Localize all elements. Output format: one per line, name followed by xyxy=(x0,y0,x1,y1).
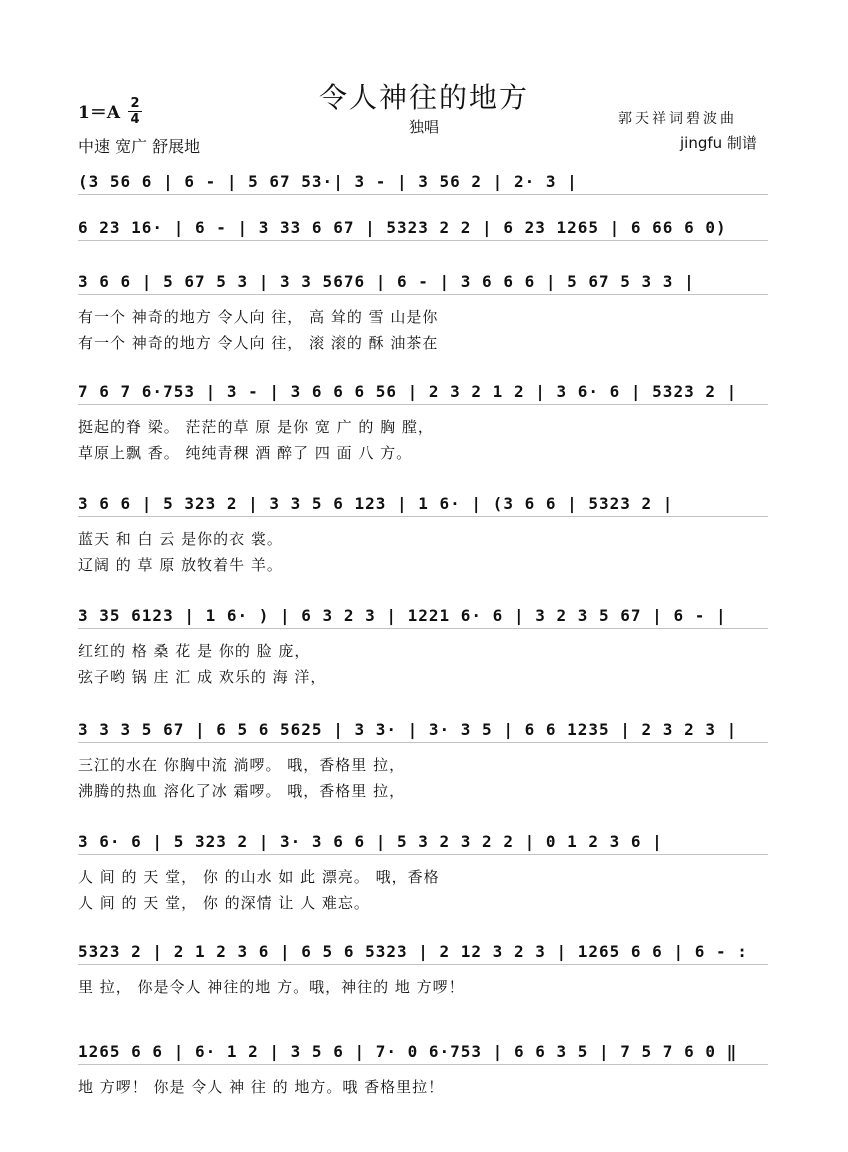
beam-line xyxy=(78,404,768,405)
lyric-line: 人 间 的 天 堂， 你 的深情 让 人 难忘。 xyxy=(78,894,370,912)
lyric-line: 沸腾的热血 溶化了冰 霜啰。 哦，香格里 拉， xyxy=(78,782,406,800)
notes-line: 5323 2 | 2 1 2 3 6 | 6 5 6 5323 | 2 12 3 2 3 | 1265 6 6 | 6 - : xyxy=(78,942,748,961)
lyric-line: 人 间 的 天 堂， 你 的山水 如 此 漂亮。 哦，香格 xyxy=(78,868,440,886)
lyric-line: 蓝天 和 白 云 是你的衣 裳。 xyxy=(78,530,283,548)
lyric-line: 三江的水在 你胸中流 淌啰。 哦，香格里 拉， xyxy=(78,756,406,774)
staff-row xyxy=(78,272,798,382)
beam-line xyxy=(78,516,768,517)
beam-line xyxy=(78,294,768,295)
beam-line xyxy=(78,194,768,195)
beam-line xyxy=(78,742,768,743)
staff-row xyxy=(78,1042,798,1152)
notes-line: 3 3 3 5 67 | 6 5 6 5625 | 3 3· | 3· 3 5 | 6 6 1235 | 2 3 2 3 | xyxy=(78,720,738,739)
staff-row xyxy=(78,382,798,492)
staff-row xyxy=(78,720,798,830)
staff-row xyxy=(78,832,798,942)
beam-line xyxy=(78,240,768,241)
lyric-line: 挺起的脊 梁。 茫茫的草 原 是你 宽 广 的 胸 膛， xyxy=(78,418,434,436)
lyric-line: 地 方啰！ 你是 令人 神 往 的 地方。哦 香格里拉！ xyxy=(78,1078,445,1096)
notes-line: 3 6· 6 | 5 323 2 | 3· 3 6 6 | 5 3 2 3 2 2 | 0 1 2 3 6 | xyxy=(78,832,663,851)
notes-line: 3 35 6123 | 1 6· ) | 6 3 2 3 | 1221 6· 6 | 3 2 3 5 67 | 6 - | xyxy=(78,606,727,625)
time-top: 2 xyxy=(130,96,140,111)
tempo-marking: 中速 宽广 舒展地 xyxy=(78,137,201,156)
notes-line: 6 23 16· | 6 - | 3 33 6 67 | 5323 2 2 | 6 23 1265 | 6 66 6 0) xyxy=(78,218,727,237)
arranger: jingfu 制谱 xyxy=(680,134,757,152)
credit: 郭天祥词碧波曲 xyxy=(618,111,737,127)
key-signature: 1＝A xyxy=(78,103,121,123)
staff-row xyxy=(78,494,798,604)
notes-line: 7 6 7 6·753 | 3 - | 3 6 6 6 56 | 2 3 2 1 2 | 3 6· 6 | 5323 2 | xyxy=(78,382,738,401)
lyric-line: 里 拉， 你是令人 神往的地 方。哦，神往的 地 方啰！ xyxy=(78,978,465,996)
lyric-line: 红红的 格 桑 花 是 你的 脸 庞， xyxy=(78,642,311,660)
time-signature xyxy=(128,96,142,127)
beam-line xyxy=(78,628,768,629)
lyric-line: 弦子哟 锅 庄 汇 成 欢乐的 海 洋， xyxy=(78,668,327,686)
beam-line xyxy=(78,854,768,855)
page-title: 令人神往的地方 xyxy=(318,81,529,114)
time-bottom: 4 xyxy=(130,112,140,127)
notes-line: 1265 6 6 | 6· 1 2 | 3 5 6 | 7· 0 6·753 | 6 6 3 5 | 7 5 7 6 0 ‖ xyxy=(78,1042,738,1061)
lyric-line: 草原上飘 香。 纯纯青稞 酒 醉了 四 面 八 方。 xyxy=(78,444,413,462)
staff-row xyxy=(78,942,798,1052)
notes-line: 3 6 6 | 5 67 5 3 | 3 3 5676 | 6 - | 3 6 6 6 | 5 67 5 3 3 | xyxy=(78,272,695,291)
beam-line xyxy=(78,964,768,965)
lyric-line: 有一个 神奇的地方 令人向 往， 高 耸的 雪 山是你 xyxy=(78,308,439,326)
notes-line: 3 6 6 | 5 323 2 | 3 3 5 6 123 | 1 6· | (3 6 6 | 5323 2 | xyxy=(78,494,674,513)
beam-line xyxy=(78,1064,768,1065)
lyric-line: 有一个 神奇的地方 令人向 往， 滚 滚的 酥 油茶在 xyxy=(78,334,439,352)
page-subtitle: 独唱 xyxy=(408,118,439,136)
staff-row xyxy=(78,606,798,716)
lyric-line: 辽阔 的 草 原 放牧着牛 羊。 xyxy=(78,556,283,574)
notes-line: (3 56 6 | 6 - | 5 67 53·| 3 - | 3 56 2 | 2· 3 | xyxy=(78,172,578,191)
